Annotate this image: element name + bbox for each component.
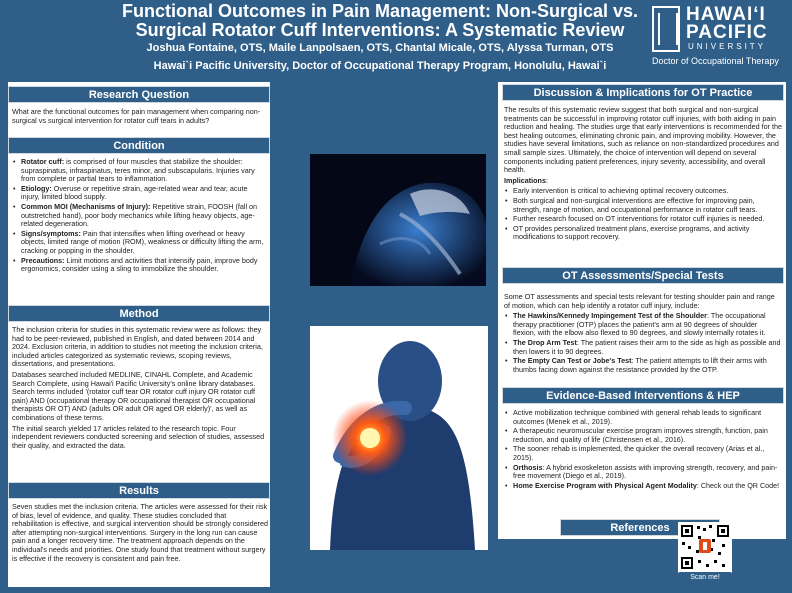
condition-heading: Condition — [8, 137, 270, 154]
condition-item: • Rotator cuff: is comprised of four muscles that stabilize the shoulder: supraspinatus, infraspinatus, teres minor, and subscapularis. Injuries vary from complete or partial tears to inflammation. — [12, 158, 268, 184]
results-text: Seven studies met the inclusion criteria. The articles were assessed for their risk of bias, level of evidence, and quality. These studies concluded that rehabilitation is effective, and surgical intervention should be strongly considered after attempting non-surgical interventions. Surgery in the long run can cause pain and a longer recovery time. The treatment approach depends on the individual's needs and priorities. One study found that treatment without surgery is effective if the recovery is consistent and pain free. — [12, 502, 268, 563]
condition-list — [12, 158, 268, 275]
logo-department: Doctor of Occupational Therapy — [652, 56, 779, 66]
shoulder-pain-image — [310, 326, 488, 550]
shoulder-pain-illustration — [310, 326, 488, 550]
evidence-item: • A therapeutic neuromuscular exercise program improves strength, function, pain reduction, and quality of life (Christensen et al., 2016). — [504, 427, 782, 444]
assessments-intro: Some OT assessments and special tests relevant for testing shoulder pain and range of motion, which can help identify a rotator cuff injury, include: — [504, 292, 775, 310]
condition-item: • Etiology: Overuse or repetitive strain, age-related wear and tear, acute injury, limited blood supply. — [12, 185, 268, 202]
evidence-heading: Evidence-Based Interventions & HEP — [502, 387, 784, 404]
references-heading: References — [560, 519, 720, 536]
method-text: The inclusion criteria for studies in this systematic review were as follows: they had to be peer-reviewed, published in English, and dated between 2014 and 2024. Exclusion criteria, in addition to studies not meeting the inclusion criteria, included articles categorized as systematic reviews, scoping reviews, dissertations, and presentations. Databases searched included MEDLINE, CINAHL Complete, and Academic Search Complete, using Hawai'i Pacific University's online library databases. Search terms included '(rotator cuff tear OR rotator cuff injury OR rotator cuff pain) AND (occupational therapy OR occupational therapist OR occupational therapists OR OT) AND (adults OR adult OR aged OR elderly)', as well as combinations of these terms. The initial search yielded 17 articles related to the research topic. Four independent reviewers conducted screening and selection of studies, assessed their quality, and extracted the data. — [12, 325, 265, 450]
method-heading: Method — [8, 305, 270, 322]
logo-mark-icon — [652, 6, 680, 52]
shoulder-anatomy-illustration — [310, 154, 486, 286]
poster-header — [0, 0, 792, 80]
evidence-item: • Active mobilization technique combined with general rehab leads to significant outcomes (Menek et al., 2019). — [504, 409, 782, 426]
research-question-heading: Research Question — [8, 86, 270, 103]
logo-word-hawaii: HAWAIʻI — [686, 4, 766, 25]
implication-item: • Early intervention is critical to achieving optimal recovery outcomes. — [504, 187, 782, 196]
evidence-list — [504, 409, 782, 491]
research-question-text: What are the functional outcomes for pain management when comparing non-surgical vs surgical intervention for rotator cuff tears in adults? — [12, 107, 261, 125]
qr-code[interactable] — [678, 522, 732, 576]
qr-code-icon — [678, 522, 732, 572]
logo-word-pacific: PACIFIC — [686, 22, 768, 43]
evidence-item: • Orthosis: A hybrid exoskeleton assists with improving strength, recovery, and pain-free movement (Diego et al., 2019). — [504, 464, 782, 481]
evidence-item: • The sooner rehab is implemented, the quicker the overall recovery (Arias et al., 2015). — [504, 445, 782, 462]
title-line-2: Surgical Rotator Cuff Interventions: A Systematic Review — [135, 20, 625, 40]
implications-label: Implications: — [504, 175, 548, 185]
implication-item: • Further research focused on OT interventions for rotator cuff injuries is needed. — [504, 215, 782, 224]
discussion-heading: Discussion & Implications for OT Practice — [502, 84, 784, 101]
assessments-heading: OT Assessments/Special Tests — [502, 267, 784, 284]
implication-item: • Both surgical and non-surgical interventions are effective for improving pain, strength, range of motion, and occupational performance in rotator cuff tears. — [504, 197, 782, 214]
condition-item: • Signs/symptoms: Pain that intensifies when lifting overhead or heavy objects, limited range of motion (ROM), weakness or difficulty lifting the arm, cracking or popping in the shoulder. — [12, 230, 268, 256]
condition-item: • Common MOI (Mechanisms of Injury): Repetitive strain, FOOSH (fall on outstretched hand), poor body mechanics while lifting heavy objects, age-related degeneration. — [12, 203, 268, 229]
affiliation: Hawai`i Pacific University, Doctor of Occupational Therapy Program, Honolulu, Hawai`i — [153, 60, 607, 72]
results-heading: Results — [8, 482, 270, 499]
authors: Joshua Fontaine, OTS, Maile Lanpolsaen, OTS, Chantal Micale, OTS, Alyssa Turman, OTS — [146, 42, 614, 54]
evidence-item: • Home Exercise Program with Physical Agent Modality: Check out the QR Code! — [504, 482, 782, 491]
poster-title — [100, 2, 660, 40]
title-line-1: Functional Outcomes in Pain Management: Non-Surgical vs. — [121, 1, 639, 21]
shoulder-anatomy-image — [310, 154, 486, 286]
assessment-item: • The Drop Arm Test: The patient raises their arm to the side as high as possible and then lowers it to 90 degrees. — [504, 339, 782, 356]
assessment-item: • The Empty Can Test or Jobe's Test: The patient attempts to lift their arms with thumbs facing down against the resistance provided by the OTP. — [504, 357, 782, 374]
discussion-text — [504, 106, 782, 243]
assessment-item: • The Hawkins/Kennedy Impingement Test of the Shoulder: The occupational therapy practitioner (OTP) places the patient's arm at 90 degrees of shoulder flexion, with the elbow also flexed to 90 degrees, and slowly internally rotates it. — [504, 312, 782, 338]
logo-word-university: UNIVERSITY — [688, 42, 767, 51]
scan-me-label: Scan me! — [678, 572, 732, 584]
assessments-text — [504, 293, 782, 375]
university-logo — [652, 4, 788, 68]
condition-item: • Precautions: Limit motions and activities that intensify pain, improve body ergonomics, consider using a sling to immobilize the shoulder. — [12, 257, 268, 274]
implication-item: • OT provides personalized treatment plans, exercise programs, and activity modifications to support recovery. — [504, 225, 782, 242]
discussion-paragraph: The results of this systematic review suggest that both surgical and non-surgical treatments can be successful in improving rotator cuff injuries, with both aiding in pain reduction and healing. The studies urge that early interventions is recommended for the best healing outcomes, eliminating chronic pain, and improving mobility. However, the studies have several limitations, such as reliance on non-standardized procedures and small sample sizes. Ultimately, the choice of intervention will depend on several components including patient preferences, injury severity, accessibility, and overall health. — [504, 105, 782, 175]
